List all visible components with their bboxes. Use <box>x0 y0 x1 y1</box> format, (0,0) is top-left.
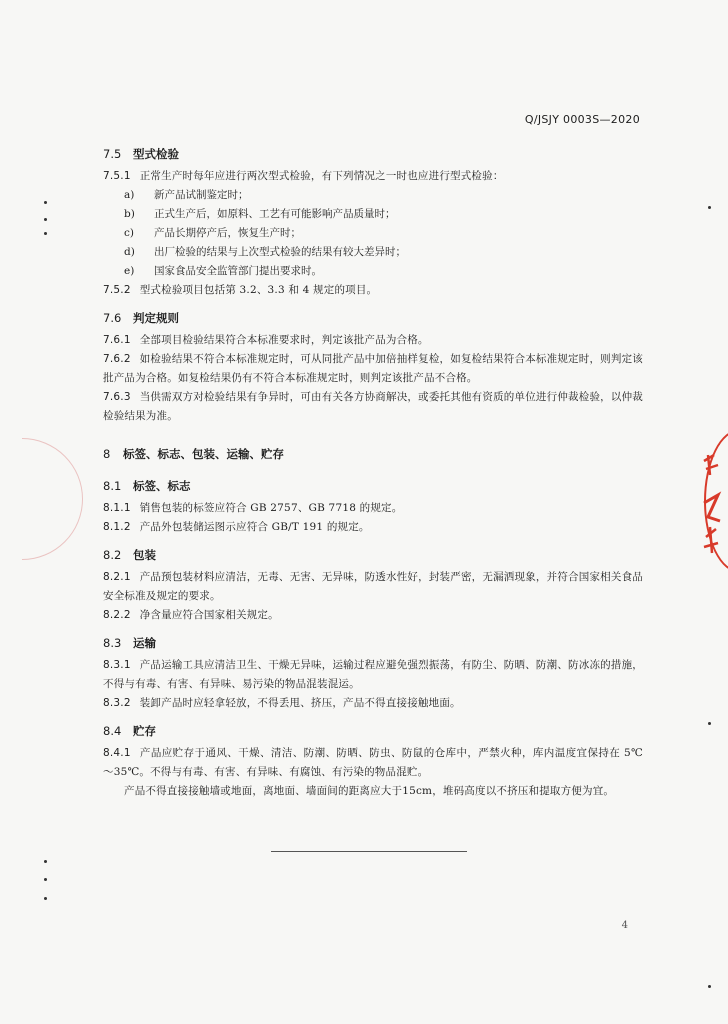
list-item-e <box>103 262 643 281</box>
scan-dot <box>44 201 47 204</box>
list-text: 产品长期停产后，恢复生产时； <box>154 227 301 239</box>
clause-number: 7.6.3 <box>103 391 131 403</box>
list-text: 出厂检验的结果与上次型式检验的结果有较大差异时； <box>154 246 406 258</box>
list-item-c <box>103 224 643 243</box>
section-title: 运输 <box>133 636 157 650</box>
clause-text: 产品预包装材料应清洁，无毒、无害、无异味，防透水性好，封装严密，无漏洒现象，并符合国家相关食品安全标准及规定的要求。 <box>103 571 643 602</box>
clause-7-6-2 <box>103 350 643 388</box>
section-heading-7-5 <box>103 144 643 164</box>
clause-text: 产品外包装储运图示应符合 GB/T 191 的规定。 <box>139 521 370 533</box>
section-number: 8.2 <box>103 548 122 562</box>
scan-dot <box>44 860 47 863</box>
section-title: 标签、标志 <box>133 479 191 493</box>
seal-marks <box>696 425 728 575</box>
scan-dot <box>708 985 711 988</box>
clause-text: 产品应贮存于通风、干燥、清洁、防潮、防晒、防虫、防鼠的仓库中，严禁火种，库内温度宜保持在 5℃～35℃。不得与有毒、有害、有异味、有腐蚀、有污染的物品混贮。 <box>103 747 643 778</box>
clause-number: 7.5.2 <box>103 284 131 296</box>
clause-text: 型式检验项目包括第 3.2、3.3 和 4 规定的项目。 <box>139 284 378 296</box>
scan-dot <box>44 218 47 221</box>
clause-8-4-1 <box>103 744 643 782</box>
list-item-d <box>103 243 643 262</box>
list-marker: a) <box>124 189 135 201</box>
clause-text: 净含量应符合国家相关规定。 <box>139 609 279 621</box>
document-code: Q/JSJY 0003S—2020 <box>524 113 640 126</box>
clause-text: 销售包装的标签应符合 GB 2757、GB 7718 的规定。 <box>139 502 403 514</box>
clause-text: 正常生产时每年应进行两次型式检验，有下列情况之一时也应进行型式检验： <box>139 170 504 182</box>
section-heading-8-1 <box>103 476 643 496</box>
section-title: 判定规则 <box>133 311 180 325</box>
section-title: 型式检验 <box>133 147 180 161</box>
clause-number: 7.6.2 <box>103 353 131 365</box>
section-heading-7-6 <box>103 308 643 328</box>
scan-dot <box>708 722 711 725</box>
section-number: 8.1 <box>103 479 122 493</box>
clause-text: 当供需双方对检验结果有争异时，可由有关各方协商解决，或委托其他有资质的单位进行仲裁检验，以仲裁检验结果为准。 <box>103 391 643 422</box>
clause-8-1-1 <box>103 499 643 518</box>
clause-8-3-2 <box>103 694 643 713</box>
section-number: 8.3 <box>103 636 122 650</box>
scan-dot <box>708 206 711 209</box>
clause-7-5-2 <box>103 281 643 300</box>
list-marker: b) <box>124 208 135 220</box>
clause-7-6-3 <box>103 388 643 426</box>
clause-text: 产品不得直接接触墙或地面，离地面、墙面间的距离应大于15cm，堆码高度以不挤压和提取方便为宜。 <box>124 785 615 797</box>
scan-dot <box>44 878 47 881</box>
clause-text: 如检验结果不符合本标准规定时，可从同批产品中加倍抽样复检，如复检结果符合本标准规定时，则判定该批产品为合格。如复检结果仍有不符合本标准规定时，则判定该批产品不合格。 <box>103 353 643 384</box>
clause-text: 装卸产品时应轻拿轻放，不得丢甩、挤压，产品不得直接接触地面。 <box>139 697 461 709</box>
section-heading-8-2 <box>103 545 643 565</box>
clause-8-1-2 <box>103 518 643 537</box>
section-number: 7.6 <box>103 311 122 325</box>
section-number: 8.4 <box>103 724 122 738</box>
clause-number: 8.1.1 <box>103 502 131 514</box>
section-title: 贮存 <box>133 724 157 738</box>
chapter-number: 8 <box>103 447 111 461</box>
list-text: 正式生产后，如原料、工艺有可能影响产品质量时； <box>154 208 396 220</box>
section-number: 7.5 <box>103 147 122 161</box>
section-heading-8-4 <box>103 721 643 741</box>
clause-7-5-1 <box>103 167 643 186</box>
chapter-heading-8 <box>103 444 643 464</box>
clause-number: 7.5.1 <box>103 170 131 182</box>
list-text: 新产品试制鉴定时； <box>154 189 249 201</box>
list-marker: d) <box>124 246 135 258</box>
scan-dot <box>44 232 47 235</box>
clause-number: 8.2.1 <box>103 571 131 583</box>
list-item-a <box>103 186 643 205</box>
clause-8-3-1 <box>103 656 643 694</box>
clause-number: 8.3.1 <box>103 659 131 671</box>
clause-number: 8.3.2 <box>103 697 131 709</box>
list-text: 国家食品安全监管部门提出要求时。 <box>154 265 322 277</box>
clause-8-4-paragraph <box>103 782 643 801</box>
list-marker: c) <box>124 227 134 239</box>
list-marker: e) <box>124 265 135 277</box>
clause-8-2-1 <box>103 568 643 606</box>
clause-text: 产品运输工具应清洁卫生、干燥无异味，运输过程应避免强烈振荡，有防尘、防晒、防潮、防冰冻的措施，不得与有毒、有害、有异味、易污染的物品混装混运。 <box>103 659 643 690</box>
clause-8-2-2 <box>103 606 643 625</box>
clause-text: 全部项目检验结果符合本标准要求时，判定该批产品为合格。 <box>139 334 429 346</box>
page-number: 4 <box>621 920 628 931</box>
clause-number: 8.4.1 <box>103 747 131 759</box>
section-heading-8-3 <box>103 633 643 653</box>
document-body <box>103 144 643 801</box>
scan-dot <box>44 897 47 900</box>
chapter-title: 标签、标志、包装、运输、贮存 <box>123 447 285 461</box>
section-title: 包装 <box>133 548 157 562</box>
clause-number: 8.2.2 <box>103 609 131 621</box>
clause-number: 8.1.2 <box>103 521 131 533</box>
list-item-b <box>103 205 643 224</box>
end-rule <box>271 851 467 852</box>
seal-bleed-mark <box>22 438 83 560</box>
company-seal <box>696 425 728 575</box>
clause-7-6-1 <box>103 331 643 350</box>
clause-number: 7.6.1 <box>103 334 131 346</box>
